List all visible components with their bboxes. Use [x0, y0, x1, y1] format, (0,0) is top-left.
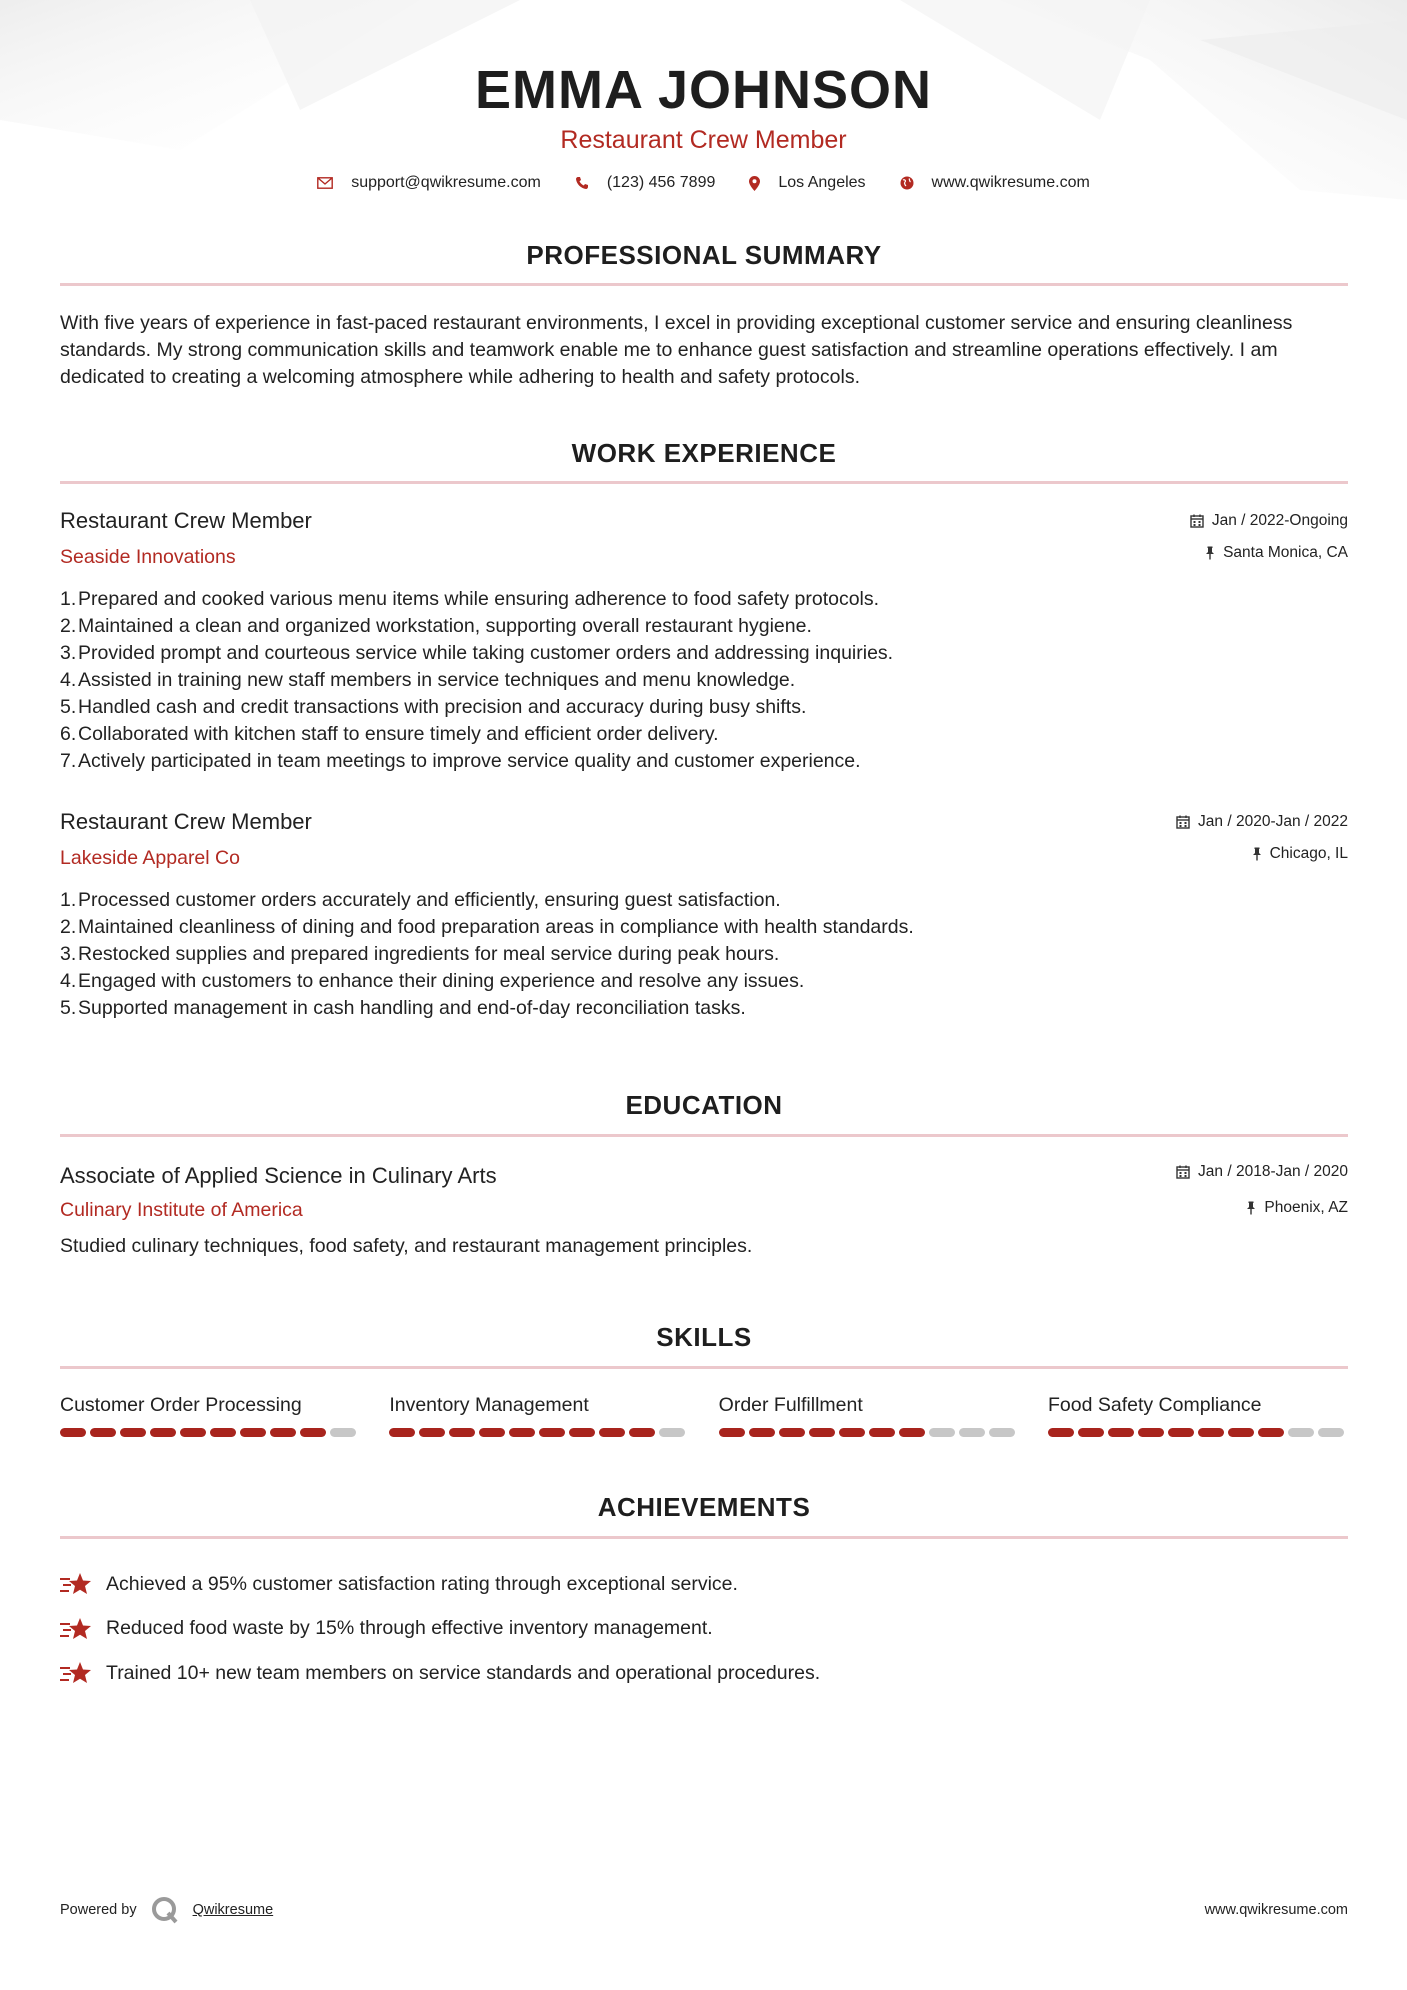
skill-segment-filled — [1168, 1428, 1194, 1437]
skill-segment-filled — [240, 1428, 266, 1437]
envelope-icon — [317, 177, 333, 189]
skill-segment-filled — [809, 1428, 835, 1437]
calendar-icon — [1176, 815, 1190, 829]
skill-segment-empty — [929, 1428, 955, 1437]
map-pin-icon — [749, 176, 760, 191]
job-dates-text: Jan / 2020-Jan / 2022 — [1198, 813, 1348, 830]
skill-segment-empty — [959, 1428, 985, 1437]
list-item: 7. Actively participated in team meetings to improve service quality and customer experience. — [60, 750, 861, 772]
list-item: 1. Processed customer orders accurately and efficiently, ensuring guest satisfaction. — [60, 889, 781, 911]
candidate-title: Restaurant Crew Member — [560, 126, 847, 154]
education-divider — [60, 1134, 1348, 1137]
list-item: 6. Collaborated with kitchen staff to ensure timely and efficient order delivery. — [60, 723, 719, 745]
footer-website[interactable]: www.qwikresume.com — [1204, 1902, 1348, 1918]
experience-divider — [60, 481, 1348, 484]
achievement-text: Reduced food waste by 15% through effective inventory management. — [106, 1617, 713, 1640]
skill-segment-filled — [1258, 1428, 1284, 1437]
skill-segment-filled — [629, 1428, 655, 1437]
education-heading: EDUCATION — [625, 1090, 783, 1120]
contact-email[interactable] — [317, 174, 541, 192]
achievement-text: Trained 10+ new team members on service standards and operational procedures. — [106, 1661, 821, 1684]
achievement-text: Achieved a 95% customer satisfaction rating through exceptional service. — [106, 1572, 738, 1595]
education-meta — [1176, 1162, 1348, 1218]
skill-segment-filled — [449, 1428, 475, 1437]
skill-segment-empty — [330, 1428, 356, 1437]
skill-segment-filled — [599, 1428, 625, 1437]
job-company: Lakeside Apparel Co — [60, 847, 240, 869]
skill-segment-filled — [839, 1428, 865, 1437]
skill-segment-filled — [150, 1428, 176, 1437]
skill-item — [719, 1392, 1019, 1437]
skills-divider — [60, 1366, 1348, 1369]
skill-segment-filled — [60, 1428, 86, 1437]
skill-segment-filled — [779, 1428, 805, 1437]
skill-segment-filled — [1078, 1428, 1104, 1437]
list-item: 1. Prepared and cooked various menu items while ensuring adherence to food safety protocols. — [60, 588, 880, 610]
skills-heading: SKILLS — [656, 1322, 752, 1352]
job-title: Restaurant Crew Member — [60, 508, 312, 533]
skill-segment-filled — [1048, 1428, 1074, 1437]
powered-by-label: Powered by — [60, 1902, 137, 1918]
pushpin-icon — [1252, 847, 1262, 861]
job-company: Seaside Innovations — [60, 546, 236, 568]
skill-item — [389, 1392, 689, 1437]
education-dates — [1176, 1162, 1348, 1182]
skill-item — [60, 1392, 360, 1437]
degree-title: Associate of Applied Science in Culinary Arts — [60, 1163, 497, 1188]
job-meta — [1176, 812, 1348, 864]
list-item: 4. Engaged with customers to enhance their dining experience and resolve any issues. — [60, 970, 805, 992]
contact-bar — [0, 174, 1407, 192]
page-footer — [60, 1896, 1348, 1924]
job-entry — [60, 808, 1348, 1022]
job-location — [1190, 543, 1348, 563]
skill-segment-filled — [90, 1428, 116, 1437]
skill-rating-bar — [1048, 1428, 1348, 1437]
shooting-star-icon — [60, 1616, 92, 1642]
achievement-item — [60, 1607, 1348, 1652]
achievements-heading: ACHIEVEMENTS — [597, 1492, 811, 1522]
pushpin-icon — [1246, 1201, 1256, 1215]
job-location-text: Chicago, IL — [1269, 845, 1348, 862]
list-item: 4. Assisted in training new staff members in service techniques and menu knowledge. — [60, 669, 796, 691]
skill-rating-bar — [389, 1428, 689, 1437]
education-description: Studied culinary techniques, food safety, and restaurant management principles. — [60, 1235, 753, 1257]
location-text: Los Angeles — [778, 174, 866, 191]
contact-phone[interactable] — [575, 174, 716, 192]
skill-segment-filled — [120, 1428, 146, 1437]
achievement-item — [60, 1562, 1348, 1607]
skill-segment-empty — [659, 1428, 685, 1437]
achievement-item — [60, 1651, 1348, 1696]
skill-segment-filled — [899, 1428, 925, 1437]
website-text: www.qwikresume.com — [931, 174, 1090, 191]
shooting-star-icon — [60, 1660, 92, 1686]
list-item: 5. Supported management in cash handling and end-of-day reconciliation tasks. — [60, 997, 746, 1019]
skill-segment-filled — [419, 1428, 445, 1437]
education-location-text: Phoenix, AZ — [1264, 1199, 1348, 1216]
skill-segment-filled — [1138, 1428, 1164, 1437]
contact-website[interactable] — [900, 174, 1090, 192]
skill-segment-filled — [180, 1428, 206, 1437]
skill-segment-filled — [749, 1428, 775, 1437]
skill-name: Inventory Management — [389, 1394, 589, 1416]
job-dates — [1176, 812, 1348, 832]
calendar-icon — [1176, 1165, 1190, 1179]
job-entry — [60, 507, 1348, 775]
job-duties — [60, 887, 1348, 1022]
qwikresume-logo-icon — [151, 1896, 179, 1924]
candidate-name: EMMA JOHNSON — [474, 60, 933, 120]
qwikresume-link[interactable]: Qwikresume — [192, 1902, 274, 1918]
powered-by — [60, 1896, 273, 1924]
education-dates-text: Jan / 2018-Jan / 2020 — [1198, 1163, 1348, 1180]
email-text: support@qwikresume.com — [351, 174, 541, 191]
skill-segment-filled — [1228, 1428, 1254, 1437]
skill-segment-filled — [479, 1428, 505, 1437]
skill-segment-filled — [719, 1428, 745, 1437]
job-meta — [1190, 511, 1348, 563]
skill-segment-filled — [569, 1428, 595, 1437]
job-dates-text: Jan / 2022-Ongoing — [1211, 512, 1348, 529]
skills-list — [60, 1392, 1348, 1437]
skill-segment-filled — [509, 1428, 535, 1437]
list-item: 5. Handled cash and credit transactions with precision and accuracy during busy shifts. — [60, 696, 807, 718]
skill-segment-filled — [539, 1428, 565, 1437]
skill-segment-filled — [389, 1428, 415, 1437]
experience-heading: WORK EXPERIENCE — [571, 438, 837, 468]
pushpin-icon — [1205, 546, 1215, 560]
job-location — [1176, 844, 1348, 864]
skill-rating-bar — [60, 1428, 360, 1437]
list-item: 3. Provided prompt and courteous service while taking customer orders and addressing inquiries. — [60, 642, 894, 664]
skill-segment-filled — [210, 1428, 236, 1437]
summary-divider — [60, 283, 1348, 286]
skill-item — [1048, 1392, 1348, 1437]
job-location-text: Santa Monica, CA — [1223, 544, 1348, 561]
skill-segment-empty — [989, 1428, 1015, 1437]
skill-segment-filled — [1198, 1428, 1224, 1437]
resume-header — [0, 58, 1407, 192]
shooting-star-icon — [60, 1571, 92, 1597]
school-name: Culinary Institute of America — [60, 1199, 303, 1221]
skill-name: Customer Order Processing — [60, 1394, 302, 1416]
education-entry — [60, 1162, 1348, 1259]
skill-segment-filled — [300, 1428, 326, 1437]
skill-name: Food Safety Compliance — [1047, 1394, 1262, 1416]
phone-text: (123) 456 7899 — [606, 174, 716, 191]
globe-icon — [900, 176, 914, 190]
list-item: 2. Maintained a clean and organized workstation, supporting overall restaurant hygiene. — [60, 615, 812, 637]
phone-icon — [575, 176, 589, 190]
achievements-list — [60, 1562, 1348, 1696]
education-location — [1176, 1198, 1348, 1218]
skill-segment-empty — [1318, 1428, 1344, 1437]
list-item: 2. Maintained cleanliness of dining and food preparation areas in compliance with health standards. — [60, 916, 914, 938]
skill-rating-bar — [719, 1428, 1019, 1437]
list-item: 3. Restocked supplies and prepared ingredients for meal service during peak hours. — [60, 943, 780, 965]
job-dates — [1190, 511, 1348, 531]
calendar-icon — [1190, 514, 1204, 528]
skill-name: Order Fulfillment — [718, 1394, 863, 1416]
job-title: Restaurant Crew Member — [60, 809, 312, 834]
skill-segment-filled — [869, 1428, 895, 1437]
skill-segment-filled — [270, 1428, 296, 1437]
skill-segment-empty — [1288, 1428, 1314, 1437]
job-duties — [60, 586, 1348, 775]
summary-text: With five years of experience in fast-paced restaurant environments, I excel in providing exceptional customer service and ensuring cleanliness standards. My strong communication skills and teamwork enable me to enhance guest satisfaction and streamline operations effectively. I am dedicated to creating a welcoming atmosphere while adhering to health and safety protocols. — [60, 312, 1293, 388]
skill-segment-filled — [1108, 1428, 1134, 1437]
summary-heading: PROFESSIONAL SUMMARY — [526, 240, 882, 270]
achievements-divider — [60, 1536, 1348, 1539]
contact-location — [749, 174, 865, 192]
